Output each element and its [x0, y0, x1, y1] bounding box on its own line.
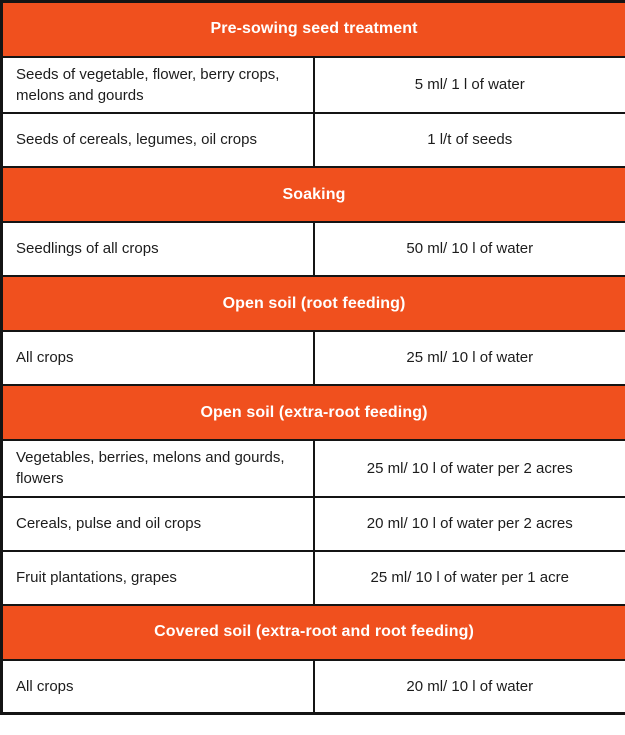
- section-header: Open soil (root feeding): [2, 276, 625, 331]
- table-row: [2, 551, 625, 605]
- crop-cell: Seeds of cereals, legumes, oil crops: [2, 113, 314, 167]
- section-header-row: [2, 2, 625, 57]
- dosage-table-body: [2, 2, 625, 714]
- crop-cell: Vegetables, berries, melons and gourds, flowers: [2, 440, 314, 497]
- section-header-row: [2, 605, 625, 660]
- table-row: [2, 113, 625, 167]
- table-row: [2, 660, 625, 714]
- table-row: [2, 222, 625, 276]
- section-header: Open soil (extra-root feeding): [2, 385, 625, 440]
- crop-cell: Seeds of vegetable, flower, berry crops, melons and gourds: [2, 57, 314, 114]
- dosage-cell: 50 ml/ 10 l of water: [314, 222, 625, 276]
- section-header-row: [2, 276, 625, 331]
- crop-cell: Cereals, pulse and oil crops: [2, 497, 314, 551]
- table-row: [2, 497, 625, 551]
- crop-cell: Seedlings of all crops: [2, 222, 314, 276]
- table-row: [2, 440, 625, 497]
- dosage-cell: 1 l/t of seeds: [314, 113, 625, 167]
- crop-cell: All crops: [2, 660, 314, 714]
- table-row: [2, 331, 625, 385]
- dosage-cell: 5 ml/ 1 l of water: [314, 57, 625, 114]
- dosage-cell: 20 ml/ 10 l of water per 2 acres: [314, 497, 625, 551]
- crop-cell: All crops: [2, 331, 314, 385]
- dosage-cell: 25 ml/ 10 l of water: [314, 331, 625, 385]
- dosage-cell: 20 ml/ 10 l of water: [314, 660, 625, 714]
- section-header: Covered soil (extra-root and root feeding): [2, 605, 625, 660]
- section-header: Soaking: [2, 167, 625, 222]
- section-header-row: [2, 167, 625, 222]
- table-row: [2, 57, 625, 114]
- section-header: Pre-sowing seed treatment: [2, 2, 625, 57]
- section-header-row: [2, 385, 625, 440]
- dosage-cell: 25 ml/ 10 l of water per 2 acres: [314, 440, 625, 497]
- crop-cell: Fruit plantations, grapes: [2, 551, 314, 605]
- dosage-cell: 25 ml/ 10 l of water per 1 acre: [314, 551, 625, 605]
